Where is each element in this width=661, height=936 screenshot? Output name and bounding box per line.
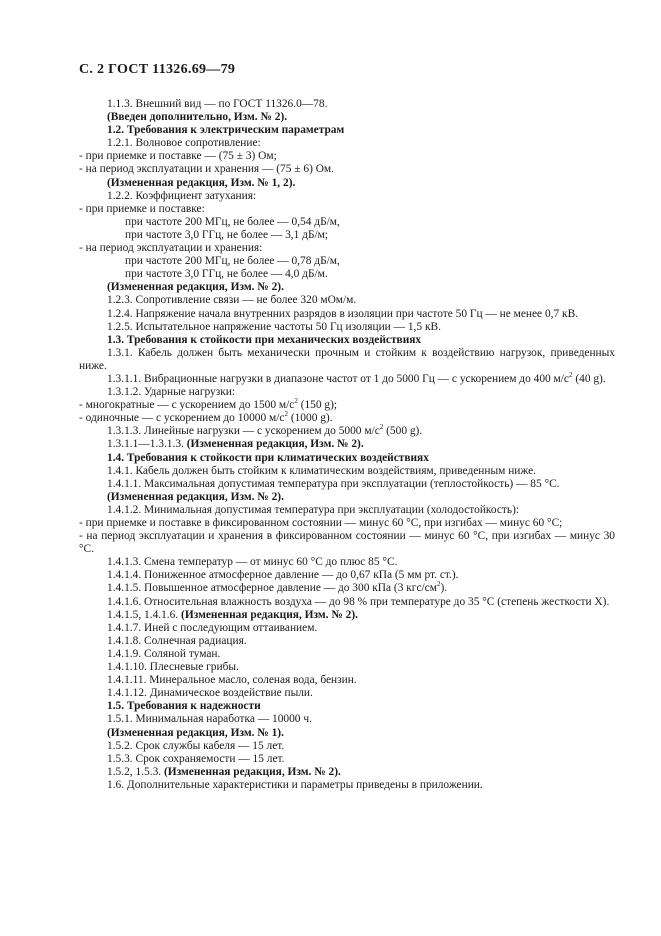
paragraph-text: - одиночные — с ускорением до 10000 м/с: [79, 412, 285, 425]
paragraph: [79, 137, 615, 150]
paragraph-text: 1.3.1.1—1.3.1.3.: [107, 438, 187, 451]
paragraph: [79, 438, 615, 451]
superscript: 2: [379, 423, 384, 432]
paragraph-text: 1.4.1.3. Смена температур — от минус 60 °С до плюс 85 °С.: [107, 556, 398, 569]
paragraph-text: (Измененная редакция, Изм. № 1, 2).: [107, 176, 296, 189]
paragraph: [79, 321, 615, 334]
paragraph-text: (Измененная редакция, Изм. № 2).: [107, 281, 284, 294]
paragraph: [79, 452, 615, 465]
paragraph: [79, 373, 615, 386]
paragraph-text: 1.2. Требования к электрическим параметрам: [107, 124, 345, 137]
paragraph-text: 1.4.1.12. Динамическое воздействие пыли.: [107, 687, 313, 700]
paragraph: [79, 386, 615, 399]
paragraph-text: (Измененная редакция, Изм. № 1).: [107, 726, 284, 739]
paragraph-text: 1.4.1.2. Минимальная допустимая температура при эксплуатации (холодостойкость):: [107, 503, 520, 516]
paragraph: [79, 766, 615, 779]
paragraph: [79, 517, 615, 530]
paragraph: [79, 399, 615, 412]
paragraph: [79, 674, 615, 687]
paragraph-text: 1.1.3. Внешний вид — по ГОСТ 11326.0—78.: [107, 98, 328, 110]
paragraph-text: 1.4.1.1. Максимальная допустимая температура при эксплуатации (теплостойкость) — 85 °С.: [107, 477, 560, 490]
paragraph: [79, 700, 615, 713]
paragraph-text: 1.5.1. Минимальная наработка — 10000 ч.: [107, 713, 312, 726]
paragraph: [79, 779, 615, 792]
paragraph-text: 1.2.2. Коэффициент затухания:: [107, 189, 257, 202]
amendment-note: (Измененная редакция, Изм. № 2).: [186, 438, 364, 451]
paragraph: [79, 465, 615, 478]
paragraph: [79, 216, 615, 229]
paragraph: [79, 229, 615, 242]
paragraph: [79, 740, 615, 753]
paragraph: [79, 622, 615, 635]
paragraph-text: 1.4.1.6. Относительная влажность воздуха — до 98 % при температуре до 35 °С (степень жесткости X).: [107, 595, 610, 608]
superscript: 2: [436, 580, 441, 589]
paragraph: [79, 596, 615, 609]
paragraph: [79, 111, 615, 124]
paragraph: [79, 478, 615, 491]
paragraph-text: 1.3.1.1. Вибрационные нагрузки в диапазоне частот от 1 до 5000 Гц — с ускорением до 400 м/с: [107, 372, 569, 385]
paragraph: [79, 635, 615, 648]
paragraph-text: 1.4.1.5. Повышенное атмосферное давление — до 300 кПа (3 кгс/см: [107, 582, 437, 595]
paragraph: [79, 268, 615, 281]
paragraph: [79, 530, 615, 556]
paragraph: [79, 190, 615, 203]
paragraph-text: при частоте 3,0 ГГц, не более — 3,1 дБ/м;: [125, 228, 329, 241]
paragraph: [79, 713, 615, 726]
paragraph-text: 1.4.1. Кабель должен быть стойким к климатическим воздействиям, приведенным ниже.: [107, 464, 537, 477]
paragraph-text: - на период эксплуатации и хранения — (75 ± 6) Ом.: [79, 163, 334, 176]
paragraph: [79, 582, 615, 595]
paragraph-text: 1.3.1.2. Ударные нагрузки:: [107, 386, 236, 399]
document-body: [79, 98, 615, 792]
page-header: С. 2 ГОСТ 11326.69—79: [79, 62, 236, 77]
paragraph: [79, 98, 615, 111]
paragraph: [79, 491, 615, 504]
paragraph: [79, 177, 615, 190]
paragraph-text: 1.5. Требования к надежности: [107, 700, 261, 713]
paragraph-text: - при приемке и поставке — (75 ± 3) Ом;: [79, 150, 277, 163]
paragraph-text: - при приемке и поставке:: [79, 202, 205, 215]
paragraph-text: при частоте 200 МГц, не более — 0,78 дБ/м,: [125, 255, 340, 268]
paragraph: [79, 255, 615, 268]
paragraph: [79, 163, 615, 176]
paragraph: [79, 294, 615, 307]
paragraph: [79, 504, 615, 517]
superscript: 2: [284, 410, 288, 419]
paragraph: [79, 648, 615, 661]
paragraph-text: 1.5.3. Срок сохраняемости — 15 лет.: [107, 752, 285, 765]
paragraph-text: при частоте 200 МГц, не более — 0,54 дБ/м,: [125, 215, 340, 228]
paragraph-text: 1.3.1. Кабель должен быть механически прочным и стойким к воздействию нагрузок, приведенных ниже.: [79, 346, 615, 372]
paragraph-tail: (500 g).: [383, 425, 423, 438]
paragraph: [79, 661, 615, 674]
paragraph-tail: (1000 g).: [287, 412, 333, 425]
paragraph-tail: (40 g).: [572, 372, 606, 385]
paragraph-text: 1.2.1. Волновое сопротивление:: [107, 137, 261, 150]
paragraph-tail: ).: [440, 582, 448, 595]
paragraph-text: (Введен дополнительно, Изм. № 2).: [107, 111, 288, 124]
paragraph-text: при частоте 3,0 ГГц, не более — 4,0 дБ/м.: [125, 268, 328, 281]
paragraph: [79, 150, 615, 163]
paragraph: [79, 124, 615, 137]
paragraph-text: 1.4.1.10. Плесневые грибы.: [107, 661, 239, 674]
paragraph-text: 1.2.5. Испытательное напряжение частоты 50 Гц изоляции — 1,5 кВ.: [107, 320, 441, 333]
paragraph-text: - на период эксплуатации и хранения в фиксированном состоянии — минус 60 °С, при изгибах — минус 30 °С.: [79, 530, 615, 556]
paragraph-text: 1.5.2. Срок службы кабеля — 15 лет.: [107, 739, 285, 752]
paragraph-text: - многократные — с ускорением до 1500 м/с: [79, 399, 295, 412]
paragraph-text: 1.2.4. Напряжение начала внутренних разрядов в изоляции при частоте 50 Гц — не менее 0,7 кВ.: [107, 307, 579, 320]
paragraph-text: 1.4.1.7. Иней с последующим оттаиванием.: [107, 621, 318, 634]
paragraph-tail: (150 g);: [297, 399, 338, 412]
paragraph-text: 1.3.1.3. Линейные нагрузки — с ускорением до 5000 м/с: [107, 425, 380, 438]
paragraph: [79, 203, 615, 216]
paragraph: [79, 308, 615, 321]
paragraph-text: 1.4.1.5, 1.4.1.6.: [107, 608, 182, 621]
paragraph-text: 1.2.3. Сопротивление связи — не более 320 мОм/м.: [107, 294, 357, 307]
superscript: 2: [568, 371, 573, 380]
paragraph: [79, 281, 615, 294]
paragraph-text: (Измененная редакция, Изм. № 2).: [107, 490, 284, 503]
paragraph: [79, 569, 615, 582]
paragraph-text: 1.4.1.4. Пониженное атмосферное давление — до 0,67 кПа (5 мм рт. ст.).: [107, 569, 459, 582]
superscript: 2: [294, 397, 298, 406]
paragraph-text: - при приемке и поставке в фиксированном состоянии — минус 60 °С, при изгибах — минус 60 °С;: [79, 517, 563, 529]
paragraph: [79, 556, 615, 569]
amendment-note: (Измененная редакция, Изм. № 2).: [163, 765, 341, 778]
paragraph: [79, 609, 615, 622]
paragraph-text: - на период эксплуатации и хранения:: [79, 242, 263, 255]
amendment-note: (Измененная редакция, Изм. № 2).: [181, 608, 358, 621]
paragraph-text: 1.6. Дополнительные характеристики и параметры приведены в приложении.: [107, 778, 483, 791]
paragraph: [79, 687, 615, 700]
paragraph-text: 1.4.1.11. Минеральное масло, соленая вода, бензин.: [107, 674, 357, 687]
paragraph: [79, 727, 615, 740]
paragraph: [79, 425, 615, 438]
paragraph: [79, 753, 615, 766]
paragraph-text: 1.4.1.8. Солнечная радиация.: [107, 634, 247, 647]
paragraph-text: 1.5.2, 1.5.3.: [107, 765, 164, 778]
paragraph: [79, 412, 615, 425]
paragraph-text: 1.4.1.9. Соляной туман.: [107, 647, 221, 660]
paragraph: [79, 334, 615, 347]
paragraph-text: 1.3. Требования к стойкости при механических воздействиях: [107, 333, 422, 346]
paragraph: [79, 347, 615, 373]
paragraph-text: 1.4. Требования к стойкости при климатических воздействиях: [107, 451, 429, 464]
paragraph: [79, 242, 615, 255]
